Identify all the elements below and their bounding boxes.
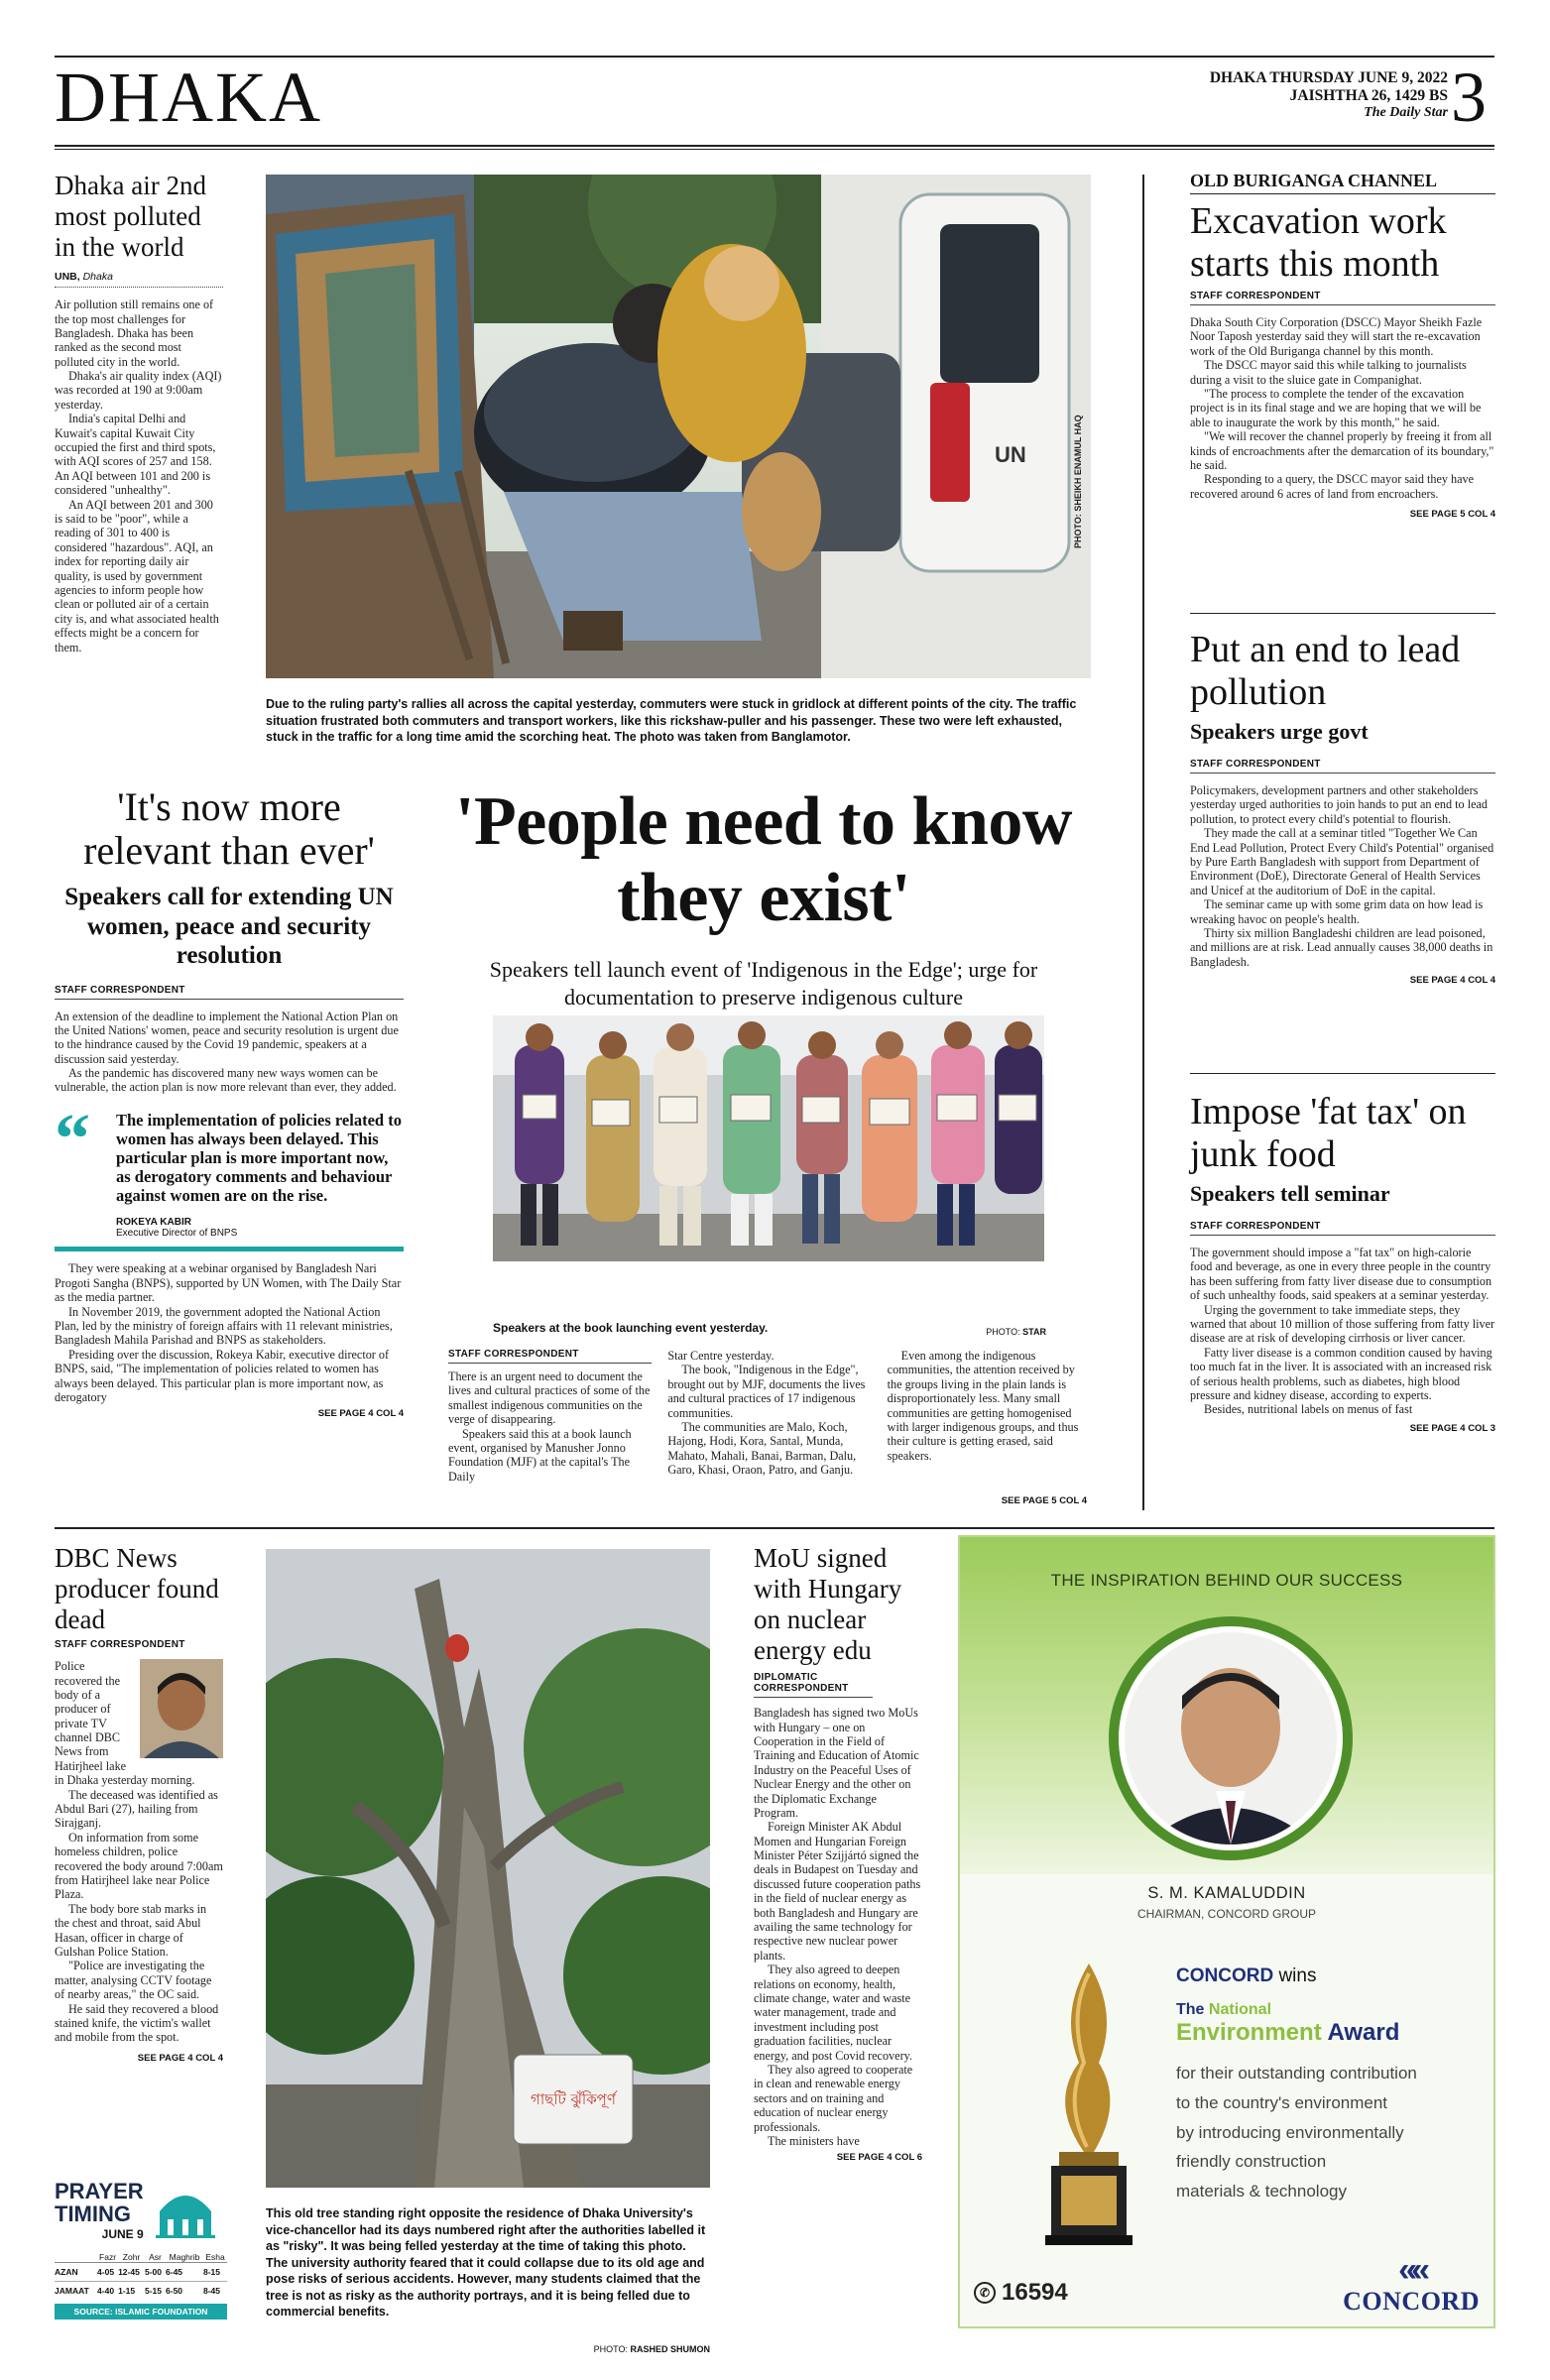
indigenous-paragraph: Speakers said this at a book launch event, organised by Manusher Jonno Foundation (MJF) at the capital's The Daily bbox=[448, 1426, 632, 1484]
indigenous-headline: 'People need to know they exist' bbox=[455, 783, 1072, 936]
mou-paragraph: Bangladesh has signed two MoUs with Hungary – one on Cooperation in the Field of Training and Education of Atomic Industry on the Peaceful Uses of Nuclear Energy and the other on the Diplomatic Exchange Program. bbox=[754, 1706, 919, 1820]
women-story bbox=[55, 785, 404, 1419]
lead-body bbox=[1190, 783, 1495, 969]
masthead-dateline bbox=[1140, 69, 1448, 121]
air-story bbox=[55, 171, 223, 654]
lead-paragraph: Policymakers, development partners and other stakeholders yesterday urged authorities to join hands to put an end to lead pollution, to protect every child's potential to flourish. bbox=[1190, 783, 1488, 826]
ad-name: S. M. KAMALUDDIN bbox=[1147, 1884, 1306, 1902]
traffic-photo-credit bbox=[1073, 353, 1085, 551]
air-headline: Dhaka air 2nd most polluted in the world bbox=[55, 171, 206, 263]
lead-byline: STAFF CORRESPONDENT bbox=[1190, 759, 1495, 774]
women-body-bottom bbox=[55, 1261, 404, 1404]
buriganga-body bbox=[1190, 315, 1495, 501]
indigenous-paragraph: Star Centre yesterday. bbox=[667, 1349, 775, 1363]
ad-portrait-ring bbox=[1109, 1616, 1353, 1860]
fattax-see-link[interactable]: SEE PAGE 4 COL 3 bbox=[1409, 1422, 1495, 1434]
buriganga-see-link[interactable]: SEE PAGE 5 COL 4 bbox=[1409, 509, 1495, 521]
indigenous-paragraph: The book, "Indigenous in the Edge", brought out by MJF, documents the lives and cultural practices of 17 indigenous communities. bbox=[667, 1363, 866, 1420]
women-paragraph: An extension of the deadline to implement the National Action Plan on the United Nations' women, peace and security resolution is urgent due to the hindrance caused by the Covid 19 pandemic, speakers at a discussion said yesterday. bbox=[55, 1009, 399, 1066]
tree-credit bbox=[476, 2344, 710, 2354]
mou-headline: MoU signed with Hungary on nuclear energy edu bbox=[754, 1543, 902, 1666]
tree-caption: This old tree standing right opposite the residence of Dhaka University's vice-chancellor had its days numbered right after the authorities labelled it as "risky". It was being felled yesterday at the time of taking this photo. The university authority feared that it could collapse due to its old age and pose risks of serious accidents. However, many students claimed that the tree is not as risky as the authority portrays, and it is being felled due to commercial benefits. bbox=[266, 2206, 706, 2319]
indigenous-byline: STAFF CORRESPONDENT bbox=[448, 1349, 652, 1364]
prayer-cell: 8-45 bbox=[203, 2286, 221, 2296]
women-paragraph: Presiding over the discussion, Rokeya Kabir, executive director of BNPS, said, "The implementation of policies related to women has always been delayed. This particular plan is more important now, as derogatory bbox=[55, 1347, 390, 1404]
page-number: 3 bbox=[1451, 58, 1487, 137]
lead-headline: Put an end to lead pollution bbox=[1190, 629, 1461, 713]
ad-portrait bbox=[1125, 1632, 1337, 1844]
indigenous-see-link[interactable]: SEE PAGE 5 COL 4 bbox=[1001, 1495, 1087, 1507]
prayer-cell: 1-15 bbox=[118, 2286, 136, 2296]
lead-paragraph: The seminar came up with some grim data on how lead is wreaking havoc on people's health. bbox=[1190, 897, 1484, 926]
ad-role: CHAIRMAN, CONCORD GROUP bbox=[1136, 1907, 1316, 1921]
indigenous-body bbox=[448, 1349, 1091, 1506]
ad-line: by introducing environmentally bbox=[1176, 2122, 1404, 2142]
dbc-portrait-illustration bbox=[140, 1659, 223, 1758]
fattax-paragraph: The government should impose a "fat tax" on high-calorie food and beverage, as one in every three people in the country has been suffering from fatty liver disease due to consumption of such unhealthy foods, said speakers at a seminar yesterday. bbox=[1190, 1246, 1492, 1303]
buriganga-paragraph: Responding to a query, the DSCC mayor said they have recovered around 6 acres of land from encroachers. bbox=[1190, 472, 1475, 501]
dbc-paragraph: "Police are investigating the matter, analysing CCTV footage of nearby areas," the OC said. bbox=[55, 1959, 212, 2002]
prayer-source: SOURCE: ISLAMIC FOUNDATION bbox=[55, 2304, 227, 2320]
air-byline bbox=[55, 271, 223, 288]
tree-photo-illustration bbox=[266, 1549, 710, 2188]
prayer-col-header: Maghrib bbox=[169, 2252, 200, 2262]
prayer-cell: 6-45 bbox=[166, 2267, 183, 2277]
women-quote-rule bbox=[55, 1247, 404, 1251]
ad-line: friendly construction bbox=[1176, 2152, 1327, 2172]
mou-byline: DIPLOMATIC CORRESPONDENT bbox=[754, 1672, 873, 1698]
dbc-headline: DBC News producer found dead bbox=[55, 1543, 219, 1635]
prayer-timing-box bbox=[55, 2180, 227, 2320]
book-launch-illustration bbox=[493, 1015, 1044, 1261]
prayer-col-header bbox=[55, 2252, 97, 2263]
ad-hotline-number: 16594 bbox=[1002, 2279, 1068, 2306]
dbc-paragraph: He said they recovered a blood stained knife, the victim's wallet and mobile from the spot. bbox=[55, 2001, 219, 2045]
indigenous-story bbox=[436, 783, 1091, 1012]
indigenous-col-2 bbox=[667, 1349, 871, 1484]
buriganga-byline: STAFF CORRESPONDENT bbox=[1190, 291, 1495, 305]
ad-top-banner-text: THE INSPIRATION BEHIND OUR SUCCESS bbox=[1050, 1571, 1403, 1590]
air-body bbox=[55, 298, 223, 654]
buriganga-paragraph: The DSCC mayor said this while talking to journalists during a visit to the sluice gate in Companighat. bbox=[1190, 358, 1467, 387]
mou-paragraph: Foreign Minister AK Abdul Momen and Hungarian Foreign Minister Péter Szijjártó signed the deals in Budapest on Tuesday and discussed future cooperation paths in the field of nuclear energy as both Bangladesh and Hungary are availing the same technology for respective new nuclear power plants. bbox=[754, 1820, 921, 1963]
prayer-cell: 5-15 bbox=[144, 2286, 162, 2296]
fattax-byline: STAFF CORRESPONDENT bbox=[1190, 1221, 1495, 1236]
concord-logo-icon: «« bbox=[1398, 2251, 1424, 2289]
prayer-cell: 8-15 bbox=[203, 2267, 221, 2277]
women-see-link[interactable]: SEE PAGE 4 COL 4 bbox=[317, 1408, 404, 1420]
women-quote: The implementation of policies related to women has always been delayed. This particular plan is more important now, as derogatory comments and behaviour against women are on the rise. bbox=[116, 1110, 402, 1206]
prayer-cell: 4-05 bbox=[97, 2267, 115, 2277]
buriganga-paragraph: Dhaka South City Corporation (DSCC) Mayor Sheikh Fazle Noor Taposh yesterday said they will start the re-excavation work of the Old Buriganga channel by this month. bbox=[1190, 315, 1483, 358]
prayer-date: JUNE 9 bbox=[101, 2227, 144, 2242]
fattax-subhead: Speakers tell seminar bbox=[1190, 1181, 1390, 1207]
fattax-paragraph: Fatty liver disease is a common condition caused by having too much fat in the liver. It is associated with an increased risk of serious health problems, such as diabetes, high blood pressure and kidney disease, according to experts. bbox=[1190, 1345, 1492, 1402]
fattax-paragraph: Urging the government to take immediate steps, they warned that about 10 million of those suffering from fatty liver disease are at risk of developing cirrhosis or liver cancer. bbox=[1190, 1302, 1495, 1346]
ad-line: to the country's environment bbox=[1176, 2092, 1388, 2112]
quote-icon: “ bbox=[55, 1098, 90, 1178]
ad-line: for their outstanding contribution bbox=[1176, 2064, 1417, 2082]
dbc-paragraph: Police recovered the body of a producer of private TV channel DBC News from Hatirjheel lake in Dhaka yesterday morning. bbox=[55, 1659, 195, 1788]
prayer-title-2: TIMING bbox=[55, 2202, 131, 2227]
trophy-icon bbox=[1029, 1954, 1148, 2251]
ad-hotline[interactable] bbox=[974, 2279, 1068, 2307]
vehicle-text: UN bbox=[995, 442, 1026, 467]
fattax-body bbox=[1190, 1246, 1495, 1417]
fattax-story bbox=[1190, 1091, 1495, 1434]
dbc-see-link[interactable]: SEE PAGE 4 COL 4 bbox=[137, 2052, 223, 2064]
ad-line: materials & technology bbox=[1176, 2182, 1347, 2201]
women-paragraph: As the pandemic has discovered many new ways women can be vulnerable, the action plan is now more relevant than ever, they added. bbox=[55, 1066, 397, 1095]
phone-icon: ✆ bbox=[974, 2282, 996, 2304]
prayer-cell: 6-50 bbox=[166, 2286, 183, 2296]
prayer-cell: 12-45 bbox=[118, 2267, 140, 2277]
air-byline-agency: UNB, bbox=[55, 271, 80, 284]
lead-see-link[interactable]: SEE PAGE 4 COL 4 bbox=[1409, 975, 1495, 987]
mou-story bbox=[754, 1543, 922, 2163]
buriganga-paragraph: "We will recover the channel properly by freeing it from all kinds of encroachments after the demarcation of its boundary," he said. bbox=[1190, 429, 1494, 472]
prayer-col-header: Esha bbox=[205, 2252, 225, 2262]
lead-paragraph: Thirty six million Bangladeshi children are lead poisoned, and millions are at risk. Lead annually causes 38,000 deaths in Bangladesh. bbox=[1190, 926, 1493, 969]
book-launch-caption: Speakers at the book launching event yesterday. bbox=[493, 1321, 769, 1335]
ad-brand-line-rest: wins bbox=[1278, 1965, 1317, 1986]
buriganga-paragraph: "The process to complete the tender of the excavation project is in its final stage and we are hoping that we will be able to inaugurate the work by this month," he said. bbox=[1190, 387, 1482, 429]
women-quote-block bbox=[55, 1098, 404, 1240]
lead-paragraph: They made the call at a seminar titled "Together We Can End Lead Pollution, Protect Every Child's Potential" organised by Pure Earth Bangladesh with support from Department of Environment (DoE), Directorate General of Health Services and Unicef at the auditorium of DoE in the capital. bbox=[1190, 826, 1494, 897]
indigenous-col-3 bbox=[888, 1349, 1091, 1484]
indigenous-paragraph: There is an urgent need to document the lives and cultural practices of some of the smallest indigenous communities on the verge of disappearing. bbox=[448, 1369, 651, 1427]
fattax-paragraph: Besides, nutritional labels on menus of fast bbox=[1204, 1402, 1413, 1417]
ad-top-banner bbox=[960, 1537, 1493, 1874]
ad-logo-text: CONCORD bbox=[1343, 2287, 1480, 2316]
prayer-title-1: PRAYER bbox=[55, 2179, 144, 2203]
ad-award-text bbox=[1176, 1965, 1484, 2206]
ad-logo bbox=[1343, 2253, 1480, 2317]
traffic-photo bbox=[266, 175, 1091, 678]
dbc-paragraph: The body bore stab marks in the chest and throat, said Abul Hasan, officer in charge of Gulshan Police Station. bbox=[55, 1901, 207, 1959]
mosque-icon bbox=[154, 2180, 217, 2244]
lead-subhead: Speakers urge govt bbox=[1190, 719, 1369, 745]
fattax-headline: Impose 'fat tax' on junk food bbox=[1190, 1091, 1467, 1175]
women-quote-name: ROKEYA KABIR bbox=[116, 1217, 191, 1229]
mou-body bbox=[754, 1706, 922, 2148]
prayer-row bbox=[55, 2282, 227, 2301]
indigenous-paragraph: Even among the indigenous communities, the attention received by the groups living in the plain lands is disproportionately less. Many small communities are getting homogenised with larger indigenous groups, and thus their culture is getting erased, said speakers. bbox=[887, 1349, 1079, 1463]
ad-award-the: The bbox=[1176, 2001, 1205, 2018]
ad-award-environment: Environment bbox=[1176, 2019, 1322, 2046]
ad-award-national: National bbox=[1208, 2001, 1272, 2018]
prayer-cell: 4-40 bbox=[97, 2286, 115, 2296]
air-paragraph: Air pollution still remains one of the top most challenges for Bangladesh. Dhaka has been ranked as the second most polluted city in the world. bbox=[55, 298, 214, 369]
tree-credit-label: PHOTO: bbox=[593, 2344, 628, 2354]
indigenous-deck: Speakers tell launch event of 'Indigenous in the Edge'; urge for documentation to preserve indigenous culture bbox=[489, 957, 1038, 1011]
prayer-col-header: Fazr bbox=[99, 2252, 117, 2262]
prayer-table bbox=[55, 2252, 227, 2300]
dbc-byline: STAFF CORRESPONDENT bbox=[55, 1639, 185, 1651]
book-launch-photo bbox=[493, 1015, 1044, 1261]
mou-paragraph: They also agreed to deepen relations on economy, health, climate change, water and waste water management, trade and investment including post graduation facilities, nuclear energy, and post Covid recovery. bbox=[754, 1963, 912, 2063]
prayer-col-header: Asr bbox=[149, 2252, 162, 2262]
ad-brand-line: CONCORD bbox=[1176, 1965, 1274, 1986]
paper-name: The Daily Star bbox=[1364, 104, 1448, 120]
women-quote-title: Executive Director of BNPS bbox=[116, 1228, 238, 1240]
buriganga-kicker: OLD BURIGANGA CHANNEL bbox=[1190, 171, 1495, 194]
date-line: DHAKA THURSDAY JUNE 9, 2022 bbox=[1209, 69, 1448, 86]
ad-award-word: Award bbox=[1327, 2019, 1400, 2046]
dbc-story bbox=[55, 1543, 223, 2064]
air-paragraph: India's capital Delhi and Kuwait's capital Kuwait City occupied the first and third spots, with AQI scores of 257 and 158. An AQI between 101 and 200 is considered "unhealthy". bbox=[55, 412, 216, 498]
women-body-top bbox=[55, 1010, 404, 1095]
women-subhead: Speakers call for extending UN women, peace and security resolution bbox=[64, 884, 394, 969]
mou-paragraph: They also agreed to cooperate in clean and renewable energy sectors and on training and education of nuclear energy professionals. bbox=[754, 2062, 913, 2134]
traffic-photo-illustration bbox=[266, 175, 1091, 678]
prayer-table-header bbox=[55, 2252, 227, 2263]
prayer-row bbox=[55, 2263, 227, 2282]
book-launch-credit bbox=[897, 1327, 1046, 1337]
prayer-cell: 5-00 bbox=[144, 2267, 162, 2277]
buriganga-headline: Excavation work starts this month bbox=[1190, 200, 1447, 285]
traffic-credit-text: PHOTO: SHEIKH ENAMUL HAQ bbox=[1073, 412, 1083, 551]
book-launch-credit-label: PHOTO: bbox=[986, 1327, 1020, 1337]
indigenous-col-1 bbox=[448, 1349, 652, 1484]
section-title: DHAKA bbox=[55, 58, 322, 137]
women-byline: STAFF CORRESPONDENT bbox=[55, 985, 404, 1000]
traffic-caption: Due to the ruling party's rallies all across the capital yesterday, commuters were stuck in gridlock at different points of the city. The traffic situation frustrated both commuters and transport workers, like this rickshaw-puller and his passenger. These two were left exhausted, stuck in the traffic for a long time amid the scorching heat. The photo was taken from Banglamotor. bbox=[266, 697, 1077, 744]
dbc-paragraph: On information from some homeless children, police recovered the body around 7:00am from Hatirjheel lake near Police Plaza. bbox=[55, 1830, 223, 1902]
air-paragraph: An AQI between 201 and 300 is said to be "poor", while a reading of 301 to 400 is considered "hazardous". AQI, an index for reporting daily air quality, is used by government agencies to inform people how clean or polluted air of a certain city is, and what associated health effects might be a concern for them. bbox=[55, 497, 219, 654]
bangla-date: JAISHTHA 26, 1429 BS bbox=[1289, 86, 1448, 104]
air-paragraph: Dhaka's air quality index (AQI) was recorded at 190 at 9:00am yesterday. bbox=[55, 369, 222, 412]
tree-sign-text: গাছটি ঝুঁকিপূর্ণ bbox=[531, 2090, 616, 2108]
prayer-cell: JAMAAT bbox=[55, 2286, 89, 2296]
dbc-portrait bbox=[140, 1659, 223, 1758]
prayer-cell: AZAN bbox=[55, 2267, 78, 2277]
ad-trophy bbox=[1029, 1954, 1148, 2256]
women-paragraph: They were speaking at a webinar organised by Bangladesh Nari Progoti Sangha (BNPS), supported by UN Women, with The Daily Star as the media partner. bbox=[55, 1261, 402, 1305]
women-paragraph: In November 2019, the government adopted the National Action Plan, led by the ministry of foreign affairs with 11 relevant ministries, Bangladesh Mahila Parishad and BNPS as stakeholders. bbox=[55, 1304, 393, 1348]
air-byline-place: Dhaka bbox=[82, 271, 113, 284]
buriganga-story bbox=[1190, 171, 1495, 520]
mou-paragraph: The ministers have bbox=[768, 2133, 860, 2148]
tree-credit-name: RASHED SHUMON bbox=[630, 2344, 710, 2354]
indigenous-paragraph: The communities are Malo, Koch, Hajong, Hodi, Kora, Santal, Munda, Mahato, Mahali, Banai, Barman, Dalu, Garo, Khasi, Oraon, Patro, and Ganju. bbox=[667, 1419, 857, 1478]
mou-see-link[interactable]: SEE PAGE 4 COL 6 bbox=[836, 2152, 922, 2164]
tree-photo bbox=[266, 1549, 710, 2188]
concord-ad[interactable] bbox=[958, 1535, 1495, 2328]
dbc-paragraph: The deceased was identified as Abdul Bari (27), hailing from Sirajganj. bbox=[55, 1787, 218, 1831]
women-headline: 'It's now more relevant than ever' bbox=[83, 784, 375, 873]
lead-story bbox=[1190, 629, 1495, 986]
prayer-col-header: Zohr bbox=[122, 2252, 141, 2262]
book-launch-credit-name: STAR bbox=[1022, 1327, 1046, 1337]
